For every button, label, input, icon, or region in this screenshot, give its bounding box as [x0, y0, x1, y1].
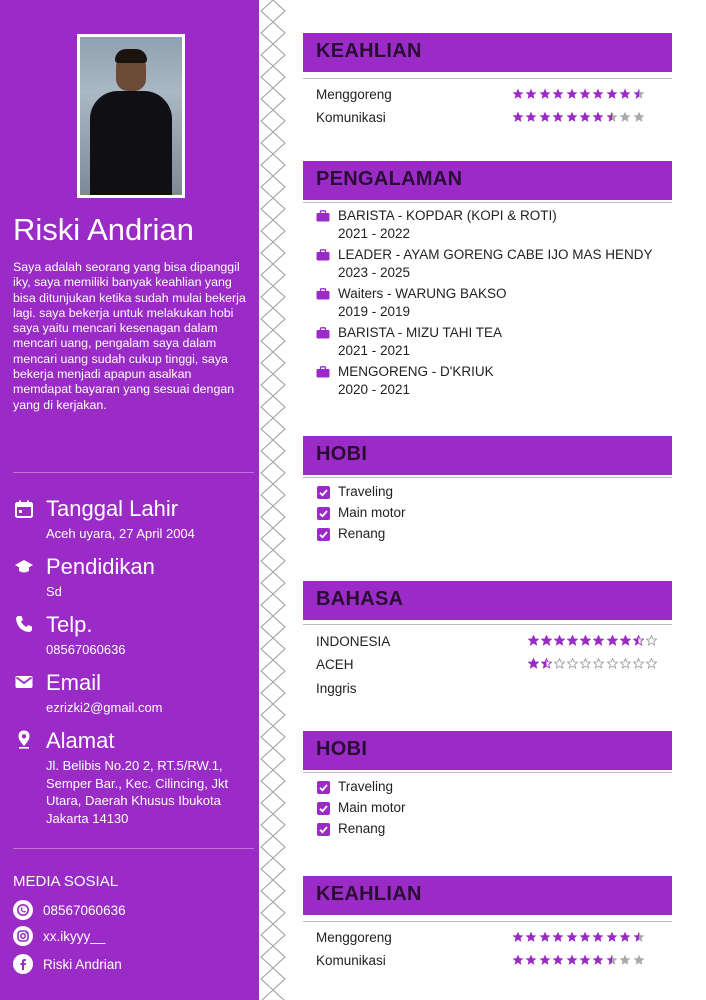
language-rating-stars	[528, 658, 659, 669]
star-icon	[554, 635, 565, 646]
divider	[13, 848, 254, 849]
briefcase-icon	[316, 288, 330, 300]
info-value-education: Sd	[46, 584, 62, 599]
hobby-item: Main motor	[338, 505, 406, 520]
star-icon	[539, 954, 551, 966]
star-icon	[646, 658, 657, 669]
star-icon	[593, 635, 604, 646]
star-icon	[512, 88, 524, 100]
experience-years: 2021 - 2022	[338, 226, 411, 241]
graduation-cap-icon	[14, 557, 34, 577]
info-value-address: Jl. Belibis No.20 2, RT.5/RW.1, Semper Bar., Kec. Cilincing, Jkt Utara, Daerah Khusus Ibukota Jakarta 14130	[46, 758, 229, 826]
star-icon	[541, 635, 552, 646]
social-text-facebook: Riski Andrian	[43, 956, 122, 972]
star-icon	[592, 954, 604, 966]
social-item-whatsapp[interactable]	[13, 900, 126, 920]
star-icon	[539, 88, 551, 100]
star-icon	[619, 88, 631, 100]
profile-about: Saya adalah seorang yang bisa dipanggil iky, saya memiliki banyak keahlian yang bisa ditunjukan ketika sudah mulai bekerja lagi. saya bekerja untuk melakukan hobi saya yaitu mencari kesenagan dalam mencari uang, pengalam saya dalam mencari uang sudah cukup tinggi, saya bekerja menjadi apapun asalkan memdapat bayaran yang sesuai dengan yang di kerjakan.	[13, 260, 246, 412]
social-item-instagram[interactable]	[13, 926, 105, 946]
section-header-pengalaman: PENGALAMAN	[303, 161, 672, 200]
experience-years: 2021 - 2021	[338, 343, 411, 358]
experience-title: MENGORENG - D'KRIUK	[338, 364, 494, 379]
star-icon	[592, 931, 604, 943]
hobby-item: Renang	[338, 526, 386, 541]
star-icon	[552, 931, 564, 943]
star-icon	[567, 635, 578, 646]
star-icon	[566, 931, 578, 943]
star-icon	[580, 658, 591, 669]
star-icon	[620, 658, 631, 669]
section-header-hobi: HOBI	[303, 436, 672, 475]
star-icon	[633, 954, 645, 966]
star-icon	[552, 954, 564, 966]
sidebar	[0, 0, 259, 1000]
star-icon	[620, 635, 631, 646]
star-icon	[580, 635, 591, 646]
briefcase-icon	[316, 366, 330, 378]
section-header-keahlian: KEAHLIAN	[303, 876, 672, 915]
skill-label: Menggoreng	[316, 930, 392, 945]
star-icon	[606, 954, 618, 966]
star-icon	[579, 88, 591, 100]
star-icon	[579, 931, 591, 943]
profile-name: Riski Andrian	[13, 212, 194, 247]
check-icon	[317, 486, 330, 499]
calendar-icon	[14, 499, 34, 519]
profile-photo	[77, 34, 185, 198]
section-header-hobi: HOBI	[303, 731, 672, 770]
star-icon	[593, 658, 604, 669]
star-icon	[619, 954, 631, 966]
phone-icon	[14, 614, 34, 634]
star-icon	[633, 931, 645, 943]
star-icon	[512, 954, 524, 966]
info-value-email: ezrizki2@gmail.com	[46, 700, 163, 715]
star-icon	[579, 111, 591, 123]
star-icon	[646, 635, 657, 646]
star-icon	[592, 88, 604, 100]
instagram-icon	[13, 926, 33, 946]
language-label: ACEH	[316, 657, 354, 672]
star-icon	[552, 88, 564, 100]
check-icon	[317, 823, 330, 836]
hobby-item: Renang	[338, 821, 386, 836]
social-text-instagram: xx.ikyyy__	[43, 928, 106, 944]
info-title-email: Email	[46, 670, 102, 695]
star-icon	[539, 111, 551, 123]
experience-title: BARISTA - KOPDAR (KOPI & ROTI)	[338, 208, 557, 223]
star-icon	[566, 954, 578, 966]
star-icon	[633, 658, 644, 669]
star-icon	[619, 931, 631, 943]
info-title-birthdate: Tanggal Lahir	[46, 496, 179, 521]
star-icon	[606, 931, 618, 943]
briefcase-icon	[316, 327, 330, 339]
section-rule	[303, 78, 672, 79]
language-label: INDONESIA	[316, 634, 391, 649]
diamond-pattern-divider	[259, 0, 287, 1000]
section-rule	[303, 921, 672, 922]
star-icon	[512, 931, 524, 943]
skill-rating-stars	[512, 931, 646, 943]
star-icon	[525, 111, 537, 123]
skill-rating-stars	[512, 88, 646, 100]
check-icon	[317, 507, 330, 520]
skill-label: Komunikasi	[316, 953, 386, 968]
info-value-phone: 08567060636	[46, 642, 126, 657]
social-item-facebook[interactable]	[13, 954, 122, 974]
whatsapp-icon	[13, 900, 33, 920]
check-icon	[317, 781, 330, 794]
experience-title: LEADER - AYAM GORENG CABE IJO MAS HENDY	[338, 247, 653, 262]
skill-label: Menggoreng	[316, 87, 392, 102]
social-text-whatsapp: 08567060636	[43, 902, 126, 918]
info-title-address: Alamat	[46, 728, 115, 753]
star-icon	[554, 658, 565, 669]
hobby-item: Main motor	[338, 800, 406, 815]
star-icon	[633, 111, 645, 123]
star-icon	[566, 88, 578, 100]
info-title-education: Pendidikan	[46, 554, 155, 579]
social-title: MEDIA SOSIAL	[13, 873, 119, 890]
star-icon	[567, 658, 578, 669]
hobby-item: Traveling	[338, 484, 394, 499]
section-rule	[303, 477, 672, 478]
skill-label: Komunikasi	[316, 110, 386, 125]
star-icon	[566, 111, 578, 123]
section-rule	[303, 202, 672, 203]
star-icon	[525, 931, 537, 943]
star-icon	[607, 635, 618, 646]
language-rating-stars	[528, 635, 659, 646]
briefcase-icon	[316, 210, 330, 222]
hobby-item: Traveling	[338, 779, 394, 794]
star-icon	[606, 111, 618, 123]
star-icon	[619, 111, 631, 123]
star-icon	[633, 635, 644, 646]
skill-rating-stars	[512, 954, 646, 966]
star-icon	[525, 954, 537, 966]
star-icon	[607, 658, 618, 669]
experience-years: 2019 - 2019	[338, 304, 411, 319]
star-icon	[579, 954, 591, 966]
star-icon	[512, 111, 524, 123]
briefcase-icon	[316, 249, 330, 261]
section-header-keahlian: KEAHLIAN	[303, 33, 672, 72]
star-icon	[541, 658, 552, 669]
experience-years: 2020 - 2021	[338, 382, 411, 397]
star-icon	[592, 111, 604, 123]
experience-title: BARISTA - MIZU TAHI TEA	[338, 325, 503, 340]
star-icon	[552, 111, 564, 123]
info-value-birthdate: Aceh uyara, 27 April 2004	[46, 526, 195, 541]
star-icon	[633, 88, 645, 100]
language-label: Inggris	[316, 681, 357, 696]
info-title-phone: Telp.	[46, 612, 93, 637]
star-icon	[606, 88, 618, 100]
check-icon	[317, 528, 330, 541]
star-icon	[528, 658, 539, 669]
location-pin-icon	[14, 729, 34, 749]
skill-rating-stars	[512, 111, 646, 123]
star-icon	[539, 931, 551, 943]
experience-years: 2023 - 2025	[338, 265, 411, 280]
star-icon	[525, 88, 537, 100]
facebook-icon	[13, 954, 33, 974]
check-icon	[317, 802, 330, 815]
star-icon	[528, 635, 539, 646]
experience-title: Waiters - WARUNG BAKSO	[338, 286, 507, 301]
divider	[13, 472, 254, 473]
section-rule	[303, 772, 672, 773]
section-header-bahasa: BAHASA	[303, 581, 672, 620]
section-rule	[303, 624, 672, 625]
mail-icon	[14, 672, 34, 692]
